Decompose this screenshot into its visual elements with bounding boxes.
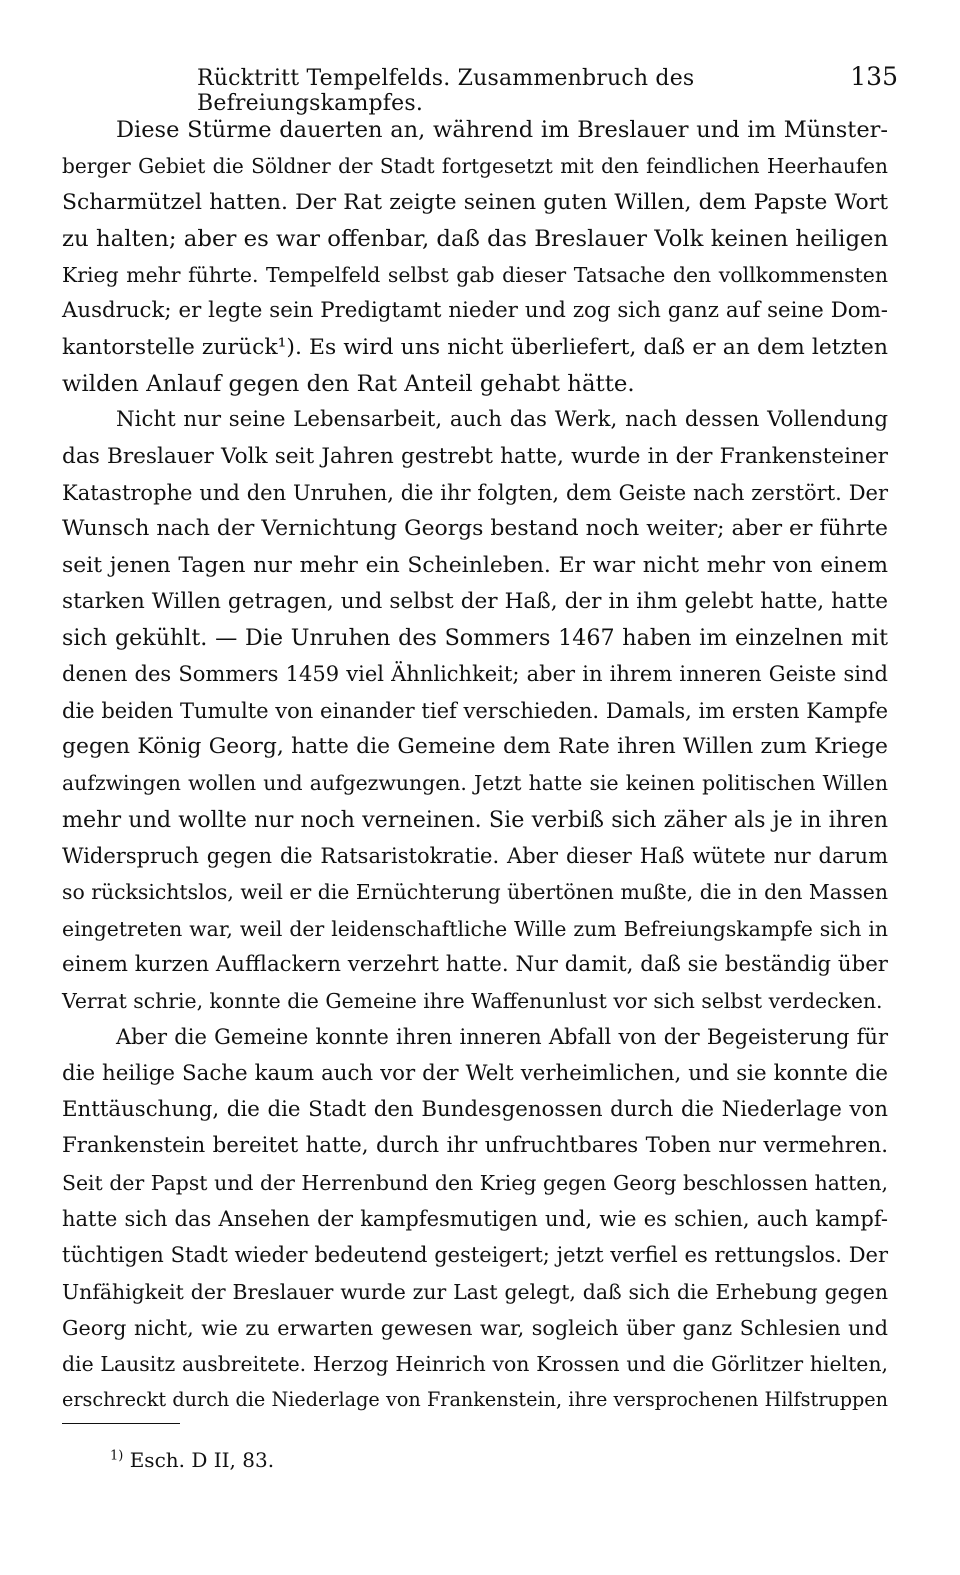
text-line: eingetreten war, weil der leidenschaftliche Wille zum Befreiungskampfe sich in [62, 916, 888, 941]
paragraph-3 [62, 1019, 888, 1418]
text-line: Seit der Papst und der Herrenbund den Krieg gegen Georg beschlossen hatten, [62, 1170, 888, 1195]
text-line: tüchtigen Stadt wieder bedeutend gesteigert; jetzt verfiel es rettungslos. Der [62, 1243, 888, 1268]
paragraph-2 [62, 402, 888, 1019]
text-line: Verrat schrie, konnte die Gemeine ihre Waffenunlust vor sich selbst verdecken. [62, 989, 883, 1014]
text-line: kantorstelle zurück¹). Es wird uns nicht überliefert, daß er an dem letzten [62, 334, 888, 360]
text-line: die Lausitz ausbreitete. Herzog Heinrich von Krossen und die Görlitzer hielten, [62, 1352, 888, 1377]
footnote-divider [62, 1423, 180, 1424]
text-line: gegen König Georg, hatte die Gemeine dem Rate ihren Willen zum Kriege [62, 734, 888, 760]
footnote-marker: 1) [110, 1448, 124, 1464]
text-line: Aber die Gemeine konnte ihren inneren Abfall von der Begeisterung für [116, 1025, 888, 1050]
text-line: Katastrophe und den Unruhen, die ihr folgten, dem Geiste nach zerstört. Der [62, 480, 888, 505]
text-line: erschreckt durch die Niederlage von Frankenstein, ihre versprochenen Hilfstruppen [62, 1388, 888, 1412]
text-line: sich gekühlt. — Die Unruhen des Sommers 1467 haben im einzelnen mit [62, 625, 888, 652]
text-line: wilden Anlauf gegen den Rat Anteil gehabt hätte. [62, 371, 635, 398]
page-header [62, 62, 898, 116]
footnote [110, 1448, 274, 1472]
text-line: die heilige Sache kaum auch vor der Welt verheimlichen, und sie konnte die [62, 1060, 888, 1086]
text-line: die beiden Tumulte von einander tief verschieden. Damals, im ersten Kampfe [62, 698, 888, 723]
text-line: Ausdruck; er legte sein Predigtamt nieder und zog sich ganz auf seine Dom- [62, 298, 888, 324]
text-line: zu halten; aber es war offenbar, daß das Breslauer Volk keinen heiligen [62, 225, 889, 252]
text-line: Krieg mehr führte. Tempelfeld selbst gab dieser Tatsache den vollkommensten [62, 263, 888, 288]
text-line: Widerspruch gegen die Ratsaristokratie. Aber dieser Haß wütete nur darum [62, 843, 888, 868]
text-line: Scharmützel hatten. Der Rat zeigte seinen guten Willen, dem Papste Wort [62, 189, 888, 215]
text-line: hatte sich das Ansehen der kampfesmutigen und, wie es schien, auch kampf- [62, 1206, 888, 1231]
text-line: Unfähigkeit der Breslauer wurde zur Last gelegt, daß sich die Erhebung gegen [62, 1279, 888, 1304]
text-line: Georg nicht, wie zu erwarten gewesen war, sogleich über ganz Schlesien und [62, 1315, 888, 1340]
text-line: Nicht nur seine Lebensarbeit, auch das Werk, nach dessen Vollendung [116, 407, 888, 433]
body-text [62, 112, 888, 1419]
text-line: Frankenstein bereitet hatte, durch ihr unfruchtbares Toben nur vermehren. [62, 1133, 888, 1159]
text-line: mehr und wollte nur noch verneinen. Sie verbiß sich zäher als je in ihren [62, 806, 888, 833]
footnote-text: Esch. D II, 83. [129, 1448, 275, 1472]
text-line: Enttäuschung, die die Stadt den Bundesgenossen durch die Niederlage von [62, 1097, 888, 1123]
page-number: 135 [850, 62, 898, 91]
text-line: seit jenen Tagen nur mehr ein Scheinleben. Er war nicht mehr von einem [62, 552, 888, 578]
text-line: berger Gebiet die Söldner der Stadt fortgesetzt mit den feindlichen Heerhaufen [62, 154, 888, 179]
text-line: denen des Sommers 1459 viel Ähnlichkeit; aber in ihrem inneren Geiste sind [62, 662, 888, 687]
running-title: Rücktritt Tempelfelds. Zusammenbruch des Befreiungskampfes. [197, 66, 695, 116]
text-line: aufzwingen wollen und aufgezwungen. Jetzt hatte sie keinen politischen Willen [62, 771, 888, 796]
text-line: starken Willen getragen, und selbst der Haß, der in ihm gelebt hatte, hatte [62, 588, 888, 614]
text-line: Diese Stürme dauerten an, während im Breslauer und im Münster- [116, 117, 888, 143]
paragraph-1 [62, 112, 888, 402]
text-line: einem kurzen Aufflackern verzehrt hatte. Nur damit, daß sie beständig über [62, 951, 888, 977]
text-line: so rücksichtslos, weil er die Ernüchterung übertönen mußte, die in den Massen [62, 880, 888, 905]
text-line: Wunsch nach der Vernichtung Georgs bestand noch weiter; aber er führte [62, 516, 888, 542]
text-line: das Breslauer Volk seit Jahren gestrebt hatte, wurde in der Frankensteiner [62, 443, 888, 469]
